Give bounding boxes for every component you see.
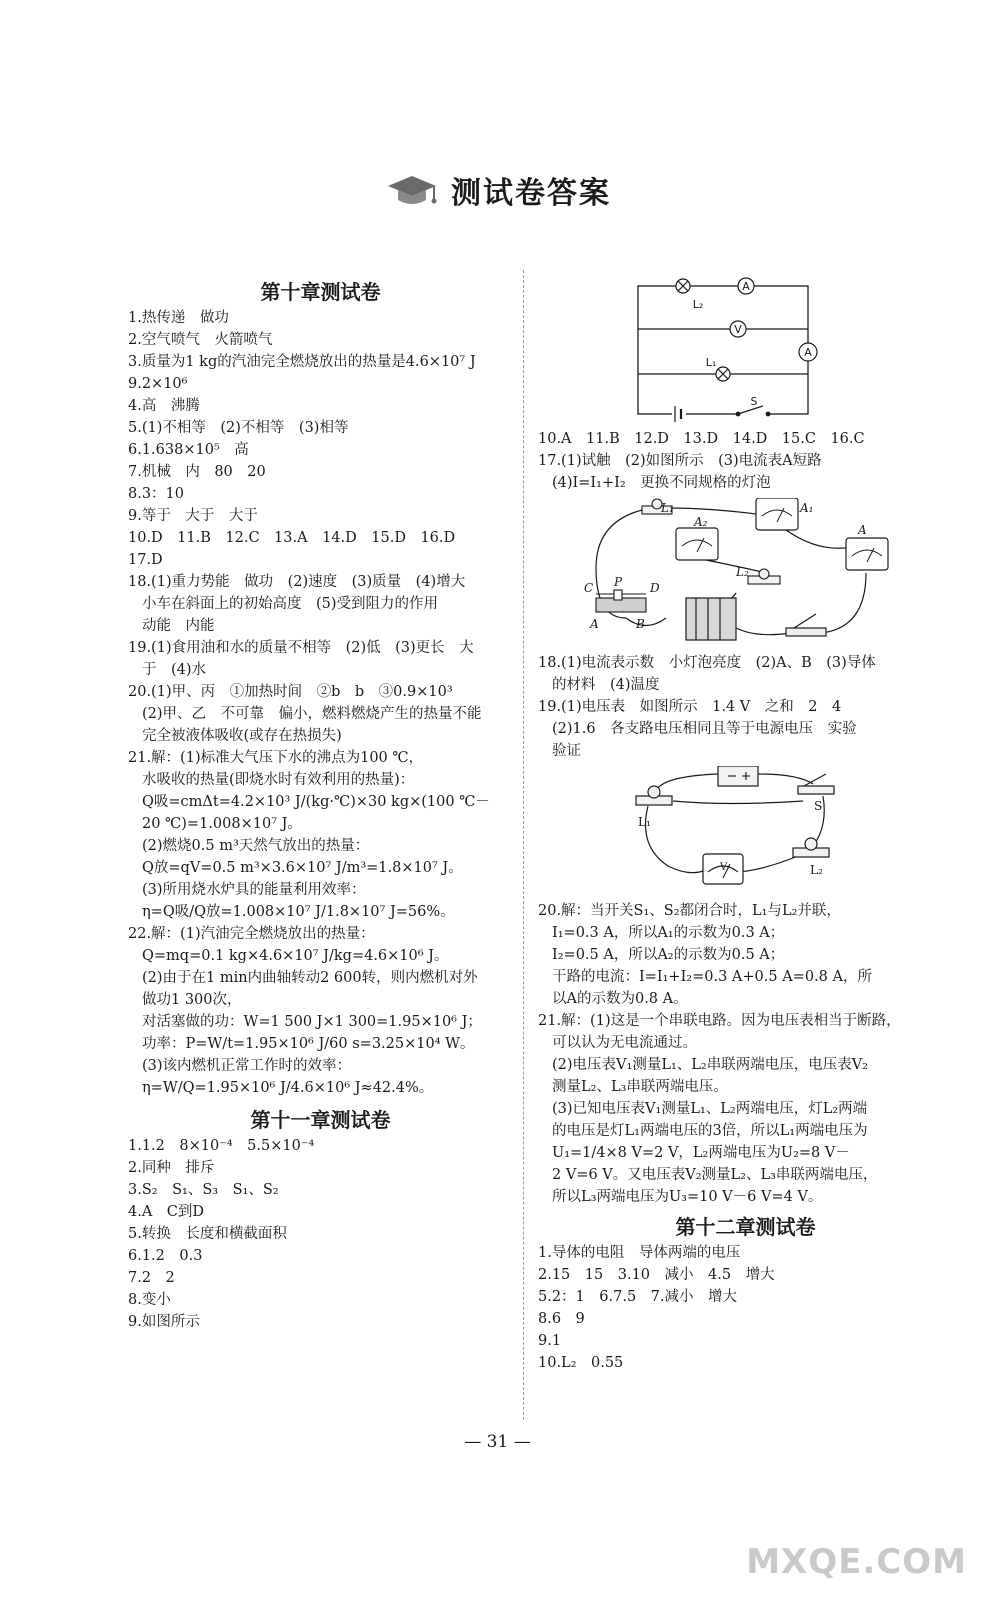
answer-line: 6.1.2 0.3 (128, 1248, 203, 1264)
watermark-logo (727, 1502, 967, 1582)
answer-line: 5.(1)不相等 (2)不相等 (3)相等 (128, 420, 349, 436)
answer-line: 以A的示数为0.8 A。 (552, 991, 688, 1007)
answer-line: 7.2 2 (128, 1270, 175, 1286)
lamp-l1-label: L₁ (638, 815, 651, 829)
answer-line: 10.L₂ 0.55 (538, 1355, 624, 1371)
answer-line: 完全被液体吸收(或存在热损失) (142, 728, 342, 744)
answer-line: 做功1 300次， (142, 992, 242, 1008)
answer-line: 22.解：(1)汽油完全燃烧放出的热量： (128, 926, 375, 942)
terminal-b-label: B (636, 617, 645, 631)
answer-line: 18.(1)电流表示数 小灯泡亮度 (2)A、B (3)导体 (538, 655, 876, 671)
answer-line: η=Q吸/Q放=1.008×10⁷ J/1.8×10⁷ J=56%。 (142, 904, 455, 920)
answer-line: 4.高 沸腾 (128, 398, 200, 414)
answer-line: 测量L₂、L₃串联两端电压。 (552, 1079, 728, 1095)
answer-line: 验证 (552, 743, 581, 759)
battery-icon (718, 766, 758, 786)
answer-line: 2 V=6 V。又电压表V₂测量L₂、L₃串联两端电压， (552, 1167, 878, 1183)
ammeter-a-icon (846, 538, 888, 570)
answer-line: (2)电压表V₁测量L₁、L₂串联两端电压，电压表V₂ (552, 1057, 868, 1073)
answer-line: 7.机械 内 80 20 (128, 464, 266, 480)
answer-line: (4)I=I₁+I₂ 更换不同规格的灯泡 (552, 475, 771, 491)
answer-line: 10.A 11.B 12.D 13.D 14.D 15.C 16.C (538, 431, 865, 447)
section-title-ch10: 第十章测试卷 (260, 280, 381, 304)
answer-line: 8.3：10 (128, 486, 185, 502)
page-number: — 31 — (464, 1432, 531, 1452)
wiring-diagram-q19 (628, 766, 848, 896)
answer-list-ch10 (128, 307, 513, 1099)
graduation-cap-icon (384, 170, 440, 210)
answer-line: 对活塞做的功：W=1 500 J×1 300=1.95×10⁶ J； (142, 1014, 482, 1030)
lamp-l2-label: L₂ (736, 565, 749, 579)
answer-line: 18.(1)重力势能 做功 (2)速度 (3)质量 (4)增大 (128, 574, 466, 590)
answer-line: 干路的电流：I=I₁+I₂=0.3 A+0.5 A=0.8 A，所 (552, 969, 872, 985)
answer-line: 4.A C到D (128, 1204, 205, 1220)
answer-line: η=W/Q=1.95×10⁶ J/4.6×10⁶ J≈42.4%。 (142, 1080, 434, 1096)
right-column (538, 270, 953, 1374)
answer-line: U₁=1/4×8 V=2 V，L₂两端电压为U₂=8 V－ (552, 1145, 850, 1161)
ammeter-label: A (804, 346, 812, 359)
answer-line: 可以认为无电流通过。 (552, 1035, 697, 1051)
answer-line: 2.同种 排斥 (128, 1160, 215, 1176)
ammeter-a-label: A (858, 523, 867, 537)
answer-line: 2.空气喷气 火箭喷气 (128, 332, 273, 348)
ammeter-a1-label: A₁ (800, 501, 814, 515)
answer-line: 所以L₃两端电压为U₃=10 V－6 V=4 V。 (552, 1189, 823, 1205)
answer-list-ch12 (538, 1242, 953, 1374)
answer-line: 21.解：(1)这是一个串联电路。因为电压表相当于断路， (538, 1013, 901, 1029)
answer-line: (3)该内燃机正常工作时的效率： (142, 1058, 352, 1074)
answer-line: (2)燃烧0.5 m³天然气放出的热量： (142, 838, 370, 854)
answer-line: 9.等于 大于 大于 (128, 508, 258, 524)
lamp-l1-label: L₁ (705, 356, 717, 369)
section-title-ch11: 第十一章测试卷 (250, 1108, 391, 1132)
answer-line: (3)所用烧水炉具的能量利用效率： (142, 882, 366, 898)
answer-line: 8.变小 (128, 1292, 171, 1308)
voltmeter-label: V (720, 862, 728, 873)
left-column (128, 275, 513, 1333)
ammeter-a2-icon (676, 528, 718, 560)
watermark-text: MXQE.COM (746, 1542, 967, 1582)
column-divider (523, 270, 524, 1420)
answer-line: 9.2×10⁶ (128, 376, 188, 392)
answer-line: 20 ℃)=1.008×10⁷ J。 (142, 816, 302, 832)
page-title: 测试卷答案 (451, 176, 612, 211)
circuit-diagram-q9 (628, 274, 828, 424)
terminal-d-label: D (650, 581, 660, 595)
switch-label: S (814, 799, 823, 813)
answer-line: 5.转换 长度和横截面积 (128, 1226, 287, 1242)
section-title-ch12: 第十二章测试卷 (675, 1215, 816, 1239)
lamp-l1-label: L₁ (661, 501, 674, 515)
answer-list-ch11-cont3 (538, 900, 953, 1208)
answer-line: Q放=qV=0.5 m³×3.6×10⁷ J/m³=1.8×10⁷ J。 (142, 860, 463, 876)
slider-p-label: P (614, 575, 623, 589)
lamp-l2-label: L₂ (810, 863, 823, 877)
answer-line: 20.解：当开关S₁、S₂都闭合时，L₁与L₂并联， (538, 903, 841, 919)
answer-line: (2)甲、乙 不可靠 偏小，燃料燃烧产生的热量不能 (142, 706, 482, 722)
lamp-l2-label: L₂ (692, 298, 704, 311)
wiring-diagram-q17 (566, 498, 896, 648)
ammeter-label: A (742, 280, 750, 293)
answer-line: 水吸收的热量(即烧水时有效利用的热量)： (142, 772, 415, 788)
answer-list-ch11-cont2 (538, 652, 953, 762)
ammeter-a2-label: A₂ (694, 515, 708, 529)
answer-line: (2)由于在1 min内曲轴转动2 600转，则内燃机对外 (142, 970, 478, 986)
answer-line: 20.(1)甲、丙 ①加热时间 ②b b ③0.9×10³ (128, 684, 453, 700)
answer-line: 9.如图所示 (128, 1314, 200, 1330)
answer-line: 10.D 11.B 12.C 13.A 14.D 15.D 16.D (128, 530, 456, 546)
voltmeter-label: V (734, 323, 742, 336)
answer-line: 8.6 9 (538, 1311, 585, 1327)
answer-line: 小车在斜面上的初始高度 (5)受到阻力的作用 (142, 596, 439, 612)
terminal-c-label: C (584, 581, 594, 595)
answer-line: 19.(1)食用油和水的质量不相等 (2)低 (3)更长 大 (128, 640, 474, 656)
answer-line: 1.1.2 8×10⁻⁴ 5.5×10⁻⁴ (128, 1138, 315, 1154)
answer-line: (2)1.6 各支路电压相同且等于电源电压 实验 (552, 721, 857, 737)
answer-line: (3)已知电压表V₁测量L₁、L₂两端电压，灯L₂两端 (552, 1101, 868, 1117)
answer-line: 的电压是灯L₁两端电压的3倍，所以L₁两端电压为 (552, 1123, 868, 1139)
answer-line: 5.2：1 6.7.5 7.减小 增大 (538, 1289, 738, 1305)
answer-line: 17.(1)试触 (2)如图所示 (3)电流表A短路 (538, 453, 822, 469)
answer-list-ch11 (128, 1135, 513, 1333)
answer-line: 21.解：(1)标准大气压下水的沸点为100 ℃， (128, 750, 424, 766)
answer-line: 于 (4)水 (142, 662, 207, 678)
answer-line: I₁=0.3 A，所以A₁的示数为0.3 A； (552, 925, 785, 941)
answer-line: 6.1.638×10⁵ 高 (128, 442, 249, 458)
answer-line: 功率：P=W/t=1.95×10⁶ J/60 s=3.25×10⁴ W。 (142, 1036, 475, 1052)
answer-line: Q吸=cmΔt=4.2×10³ J/(kg·℃)×30 kg×(100 ℃－ (142, 794, 490, 810)
switch-label: S (750, 395, 758, 408)
page-header (0, 168, 995, 212)
answer-line: 2.15 15 3.10 减小 4.5 增大 (538, 1267, 775, 1283)
answer-line: 的材料 (4)温度 (552, 677, 660, 693)
answer-line: 动能 内能 (142, 618, 215, 634)
ammeter-a1-icon (756, 498, 798, 530)
answer-line: 1.导体的电阻 导体两端的电压 (538, 1245, 741, 1261)
answer-list-ch11-cont (538, 428, 953, 494)
terminal-a-label: A (590, 617, 599, 631)
answer-line: 17.D (128, 552, 163, 568)
answer-line: 3.质量为1 kg的汽油完全燃烧放出的热量是4.6×10⁷ J (128, 354, 476, 370)
answer-line: I₂=0.5 A，所以A₂的示数为0.5 A； (552, 947, 785, 963)
answer-line: 9.1 (538, 1333, 562, 1349)
answer-line: 1.热传递 做功 (128, 310, 229, 326)
answer-line: Q=mq=0.1 kg×4.6×10⁷ J/kg=4.6×10⁶ J。 (142, 948, 449, 964)
answer-line: 3.S₂ S₁、S₃ S₁、S₂ (128, 1182, 279, 1198)
answer-line: 19.(1)电压表 如图所示 1.4 V 之和 2 4 (538, 699, 842, 715)
